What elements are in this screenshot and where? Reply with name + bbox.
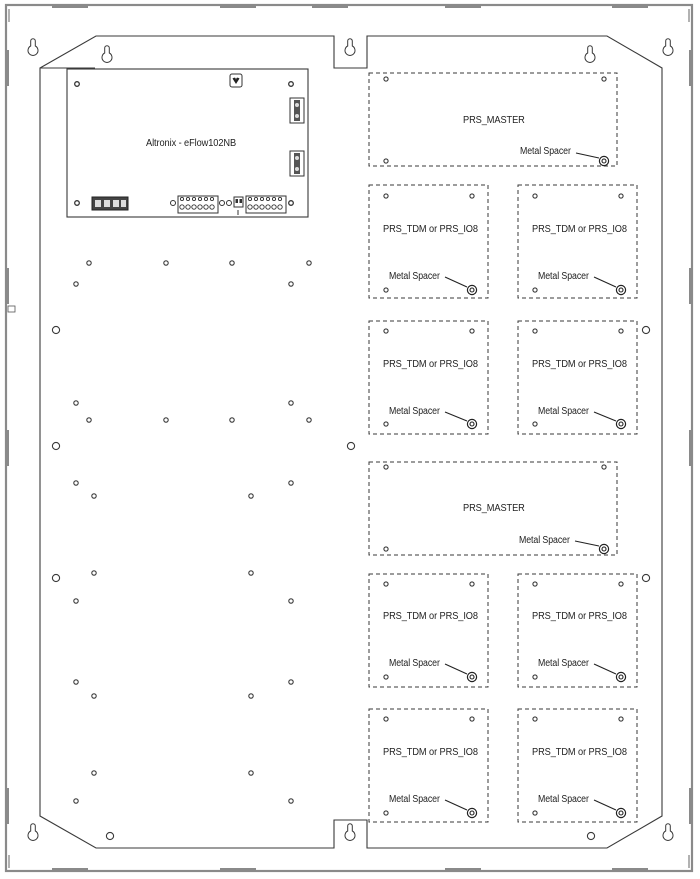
- standoff-hole-icon: [619, 329, 623, 333]
- metal-spacer-label: Metal Spacer: [538, 406, 589, 417]
- standoff-hole-icon: [602, 465, 606, 469]
- leader-line: [445, 664, 467, 674]
- standoff-hole-icon: [384, 194, 388, 198]
- standoff-hole-icon: [470, 717, 474, 721]
- small-hole-icon: [74, 481, 78, 485]
- standoff-hole-icon: [470, 194, 474, 198]
- small-hole-icon: [92, 571, 96, 575]
- metal-spacer-icon: [599, 544, 608, 553]
- leader-line: [594, 412, 616, 421]
- module-title: PRS_TDM or PRS_IO8: [532, 223, 627, 235]
- leader-line: [576, 153, 599, 158]
- standoff-hole-icon: [533, 288, 537, 292]
- metal-spacer-label: Metal Spacer: [538, 658, 589, 669]
- keyhole-icon: [663, 39, 673, 56]
- metal-spacer-icon: [616, 672, 625, 681]
- mounting-holes-small: [74, 261, 311, 803]
- small-hole-icon: [289, 401, 293, 405]
- small-hole-icon: [307, 261, 311, 265]
- metal-spacer-label: Metal Spacer: [538, 794, 589, 805]
- mounting-holes-large: [52, 326, 649, 839]
- leader-line: [445, 800, 467, 810]
- standoff-hole-icon: [533, 811, 537, 815]
- module-title: PRS_MASTER: [463, 502, 525, 514]
- small-hole-icon: [230, 261, 234, 265]
- standoff-hole-icon: [384, 547, 388, 551]
- small-hole-icon: [249, 494, 253, 498]
- small-hole-icon: [87, 261, 91, 265]
- standoff-hole-icon: [384, 288, 388, 292]
- metal-spacer-label: Metal Spacer: [519, 535, 570, 546]
- small-hole-icon: [74, 282, 78, 286]
- metal-spacer-icon: [467, 808, 476, 817]
- standoff-hole-icon: [602, 77, 606, 81]
- small-hole-icon: [92, 494, 96, 498]
- large-hole-icon: [106, 832, 113, 839]
- standoff-hole-icon: [384, 422, 388, 426]
- metal-spacer-icon: [467, 285, 476, 294]
- module-title: PRS_TDM or PRS_IO8: [383, 358, 478, 370]
- small-hole-icon: [249, 771, 253, 775]
- standoff-hole-icon: [384, 159, 388, 163]
- small-hole-icon: [307, 418, 311, 422]
- module-title: PRS_TDM or PRS_IO8: [532, 358, 627, 370]
- module-title: PRS_TDM or PRS_IO8: [383, 746, 478, 758]
- small-hole-icon: [289, 599, 293, 603]
- keyhole-icon: [102, 46, 112, 63]
- large-hole-icon: [52, 574, 59, 581]
- keyhole-icon: [28, 39, 38, 56]
- small-hole-icon: [92, 771, 96, 775]
- metal-spacer-icon: [599, 156, 608, 165]
- module-outline: [518, 574, 637, 687]
- standoff-hole-icon: [533, 717, 537, 721]
- module-outlines: [369, 73, 637, 822]
- metal-spacer-label: Metal Spacer: [389, 271, 440, 282]
- small-hole-icon: [249, 571, 253, 575]
- metal-spacer-label: Metal Spacer: [389, 658, 440, 669]
- metal-spacer-label: Metal Spacer: [389, 406, 440, 417]
- metal-spacer-icon: [467, 419, 476, 428]
- large-hole-icon: [587, 832, 594, 839]
- keyhole-icon: [663, 824, 673, 841]
- small-hole-icon: [74, 799, 78, 803]
- standoff-hole-icon: [619, 582, 623, 586]
- large-hole-icon: [347, 442, 354, 449]
- metal-spacer-label: Metal Spacer: [538, 271, 589, 282]
- terminal-strip-right: [246, 196, 286, 213]
- standoff-hole-icon: [384, 465, 388, 469]
- module-outline: [518, 709, 637, 822]
- ac-input-terminal: [92, 197, 128, 210]
- small-hole-icon: [289, 282, 293, 286]
- keyhole-icon: [345, 824, 355, 841]
- small-hole-icon: [74, 599, 78, 603]
- small-hole-icon: [74, 680, 78, 684]
- small-hole-icon: [87, 418, 91, 422]
- module-outline: [518, 321, 637, 434]
- module-outline: [369, 321, 488, 434]
- small-hole-icon: [164, 261, 168, 265]
- standoff-hole-icon: [619, 194, 623, 198]
- standoff-hole-icon: [384, 717, 388, 721]
- hinge-tab: [8, 306, 15, 312]
- board-label: Altronix - eFlow102NB: [146, 137, 237, 149]
- small-hole-icon: [249, 694, 253, 698]
- module-title: PRS_TDM or PRS_IO8: [532, 746, 627, 758]
- metal-spacer-label: Metal Spacer: [520, 146, 571, 157]
- module-title: PRS_TDM or PRS_IO8: [383, 223, 478, 235]
- module-title: PRS_TDM or PRS_IO8: [383, 610, 478, 622]
- small-hole-icon: [74, 401, 78, 405]
- module-title: PRS_MASTER: [463, 114, 525, 126]
- leader-line: [594, 664, 616, 674]
- keyhole-icon: [28, 824, 38, 841]
- standoff-hole-icon: [384, 811, 388, 815]
- module-title: PRS_TDM or PRS_IO8: [532, 610, 627, 622]
- small-hole-icon: [164, 418, 168, 422]
- standoff-hole-icon: [384, 77, 388, 81]
- leader-line: [575, 541, 599, 546]
- small-hole-icon: [289, 799, 293, 803]
- leader-line: [445, 412, 467, 421]
- standoff-hole-icon: [533, 422, 537, 426]
- metal-spacer-label: Metal Spacer: [389, 794, 440, 805]
- standoff-hole-icon: [384, 582, 388, 586]
- module-outline: [369, 574, 488, 687]
- large-hole-icon: [52, 326, 59, 333]
- standoff-hole-icon: [470, 582, 474, 586]
- leader-line: [594, 800, 616, 810]
- standoff-hole-icon: [470, 329, 474, 333]
- standoff-hole-icon: [384, 329, 388, 333]
- standoff-hole-icon: [533, 675, 537, 679]
- standoff-hole-icon: [384, 675, 388, 679]
- keyhole-icon: [345, 39, 355, 56]
- small-hole-icon: [230, 418, 234, 422]
- standoff-hole-icon: [619, 717, 623, 721]
- leader-line: [594, 277, 616, 287]
- metal-spacer-icon: [616, 419, 625, 428]
- metal-spacer-icon: [467, 672, 476, 681]
- metal-spacer-icon: [616, 285, 625, 294]
- standoff-hole-icon: [533, 194, 537, 198]
- leader-line: [445, 277, 467, 287]
- module-outline: [369, 709, 488, 822]
- standoff-hole-icon: [533, 582, 537, 586]
- standoff-hole-icon: [533, 329, 537, 333]
- large-hole-icon: [642, 326, 649, 333]
- metal-spacer-icon: [616, 808, 625, 817]
- keyhole-icon: [585, 46, 595, 63]
- large-hole-icon: [52, 442, 59, 449]
- small-hole-icon: [289, 481, 293, 485]
- large-hole-icon: [642, 574, 649, 581]
- small-hole-icon: [92, 694, 96, 698]
- small-hole-icon: [289, 680, 293, 684]
